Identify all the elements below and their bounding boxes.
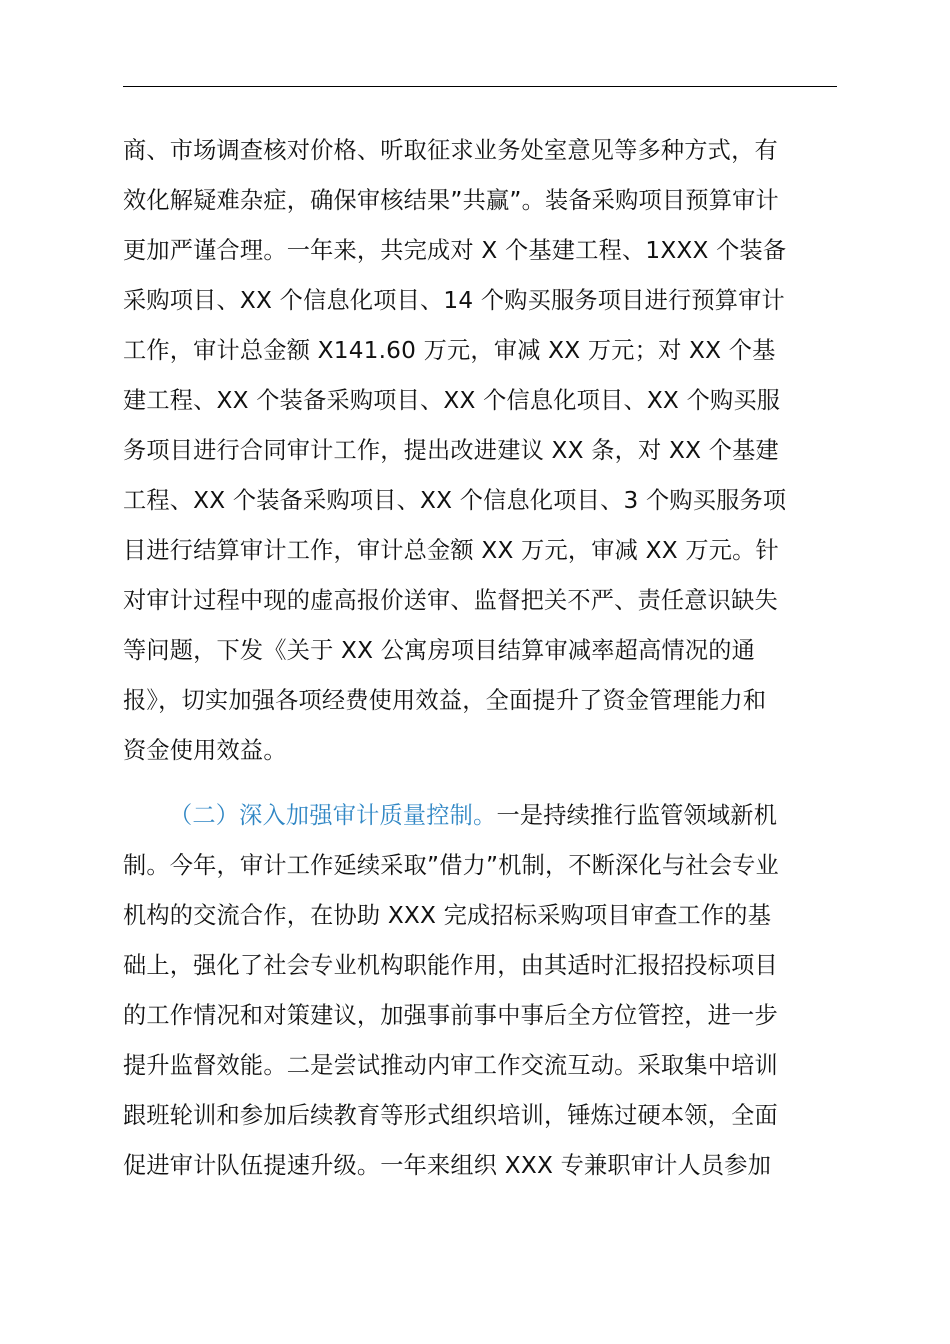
text-line: 的工作情况和对策建议，加强事前事中事后全方位管控，进一步 <box>123 1002 778 1029</box>
text-line: 跟班轮训和参加后续教育等形式组织培训，锤炼过硬本领，全面 <box>123 1102 778 1129</box>
text-line-first <box>123 791 837 841</box>
section-heading: （二）深入加强审计质量控制。 <box>169 802 497 829</box>
text-line: 建工程、XX 个装备采购项目、XX 个信息化项目、XX 个购买服 <box>123 387 781 414</box>
text-line: 采购项目、XX 个信息化项目、14 个购买服务项目进行预算审计 <box>123 287 785 314</box>
text-line: 制。今年，审计工作延续采取”借力”机制，不断深化与社会专业 <box>123 852 779 879</box>
text-line: 务项目进行合同审计工作，提出改进建议 XX 条，对 XX 个基建 <box>123 437 779 464</box>
text-line: 资金使用效益。 <box>123 737 287 764</box>
document-body <box>123 126 837 1191</box>
text-line: 促进审计队伍提速升级。一年来组织 XXX 专兼职审计人员参加 <box>123 1152 772 1179</box>
text-line: 等问题，下发《关于 XX 公寓房项目结算审减率超高情况的通 <box>123 637 755 664</box>
text-line: 报》，切实加强各项经费使用效益，全面提升了资金管理能力和 <box>123 687 767 714</box>
paragraph-budget-audit <box>123 126 837 776</box>
text-line: 更加严谨合理。一年来，共完成对 X 个基建工程、1XXX 个装备 <box>123 237 787 264</box>
text-line: 工作，审计总金额 X141.60 万元，审减 XX 万元；对 XX 个基 <box>123 337 776 364</box>
header-rule <box>123 86 837 87</box>
text-line: 机构的交流合作，在协助 XXX 完成招标采购项目审查工作的基 <box>123 902 772 929</box>
paragraph-quality-control <box>123 791 837 1191</box>
text-line: 商、市场调查核对价格、听取征求业务处室意见等多种方式，有 <box>123 137 778 164</box>
paragraph-spacer <box>123 776 837 791</box>
text-line: 提升监督效能。二是尝试推动内审工作交流互动。采取集中培训 <box>123 1052 778 1079</box>
text-line: 对审计过程中现的虚高报价送审、监督把关不严、责任意识缺失 <box>123 587 778 614</box>
text-line: 目进行结算审计工作，审计总金额 XX 万元，审减 XX 万元。针 <box>123 537 779 564</box>
section-lead-text: 一是持续推行监管领域新机 <box>496 802 778 829</box>
text-line: 工程、XX 个装备采购项目、XX 个信息化项目、3 个购买服务项 <box>123 487 787 514</box>
text-line: 效化解疑难杂症，确保审核结果”共赢”。装备采购项目预算审计 <box>123 187 779 214</box>
text-line: 础上，强化了社会专业机构职能作用，由其适时汇报招投标项目 <box>123 952 778 979</box>
